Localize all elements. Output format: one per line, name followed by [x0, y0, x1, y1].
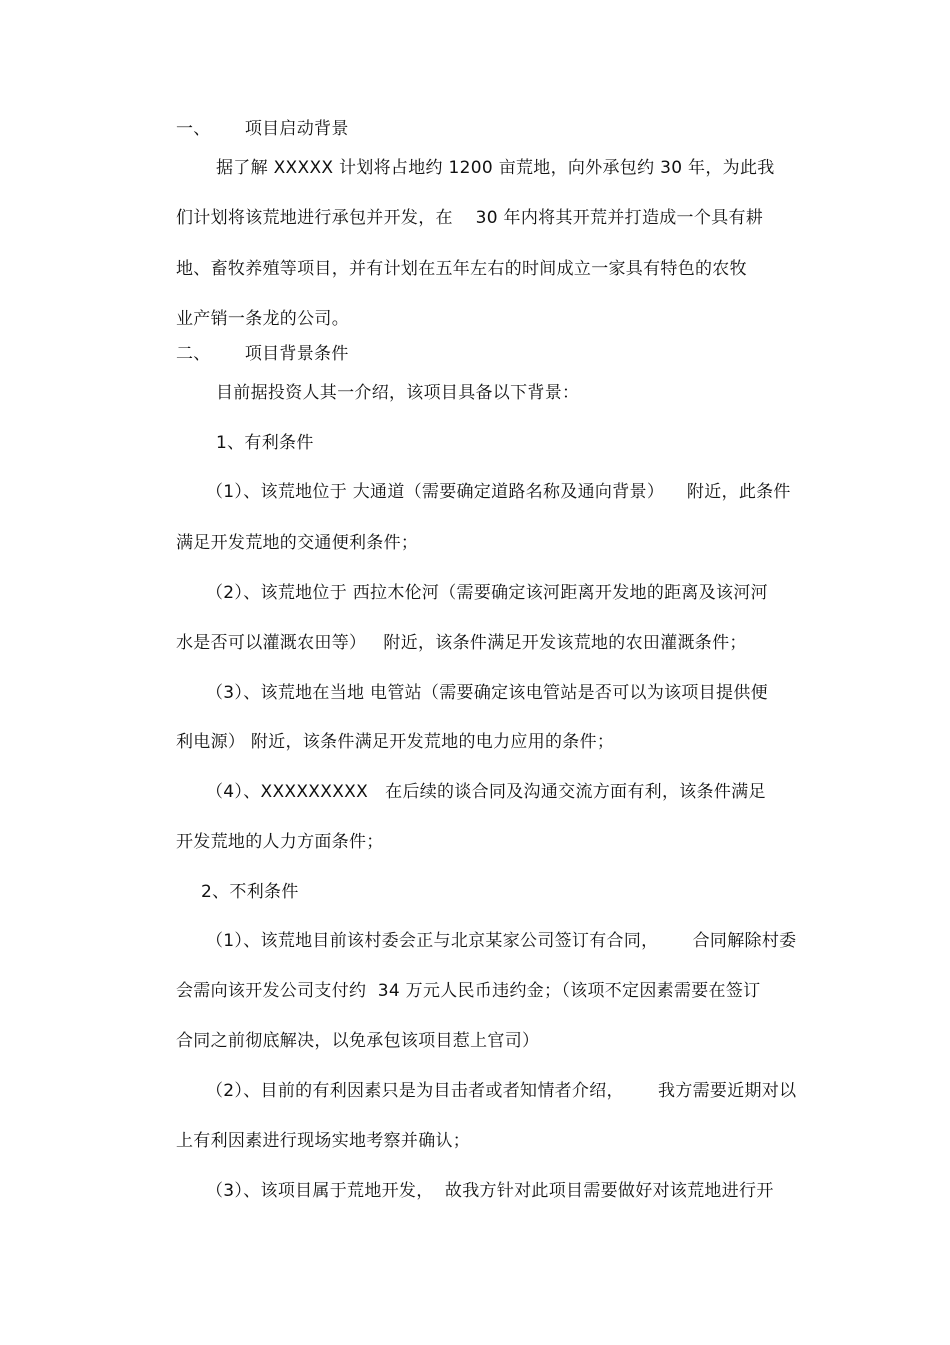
paragraph-line: 目前据投资人其一介绍，该项目具备以下背景： — [216, 383, 580, 403]
section-heading-2: 二、 项目背景条件 — [176, 344, 349, 364]
paragraph-line: （1）、该荒地目前该村委会正与北京某家公司签订有合同， 合同解除村委 — [206, 931, 797, 951]
paragraph-line: 开发荒地的人力方面条件； — [176, 832, 384, 852]
paragraph-line: 满足开发荒地的交通便利条件； — [176, 533, 419, 553]
paragraph-line: 合同之前彻底解决，以免承包该项目惹上官司） — [176, 1031, 540, 1051]
subsection-heading-unfavorable: 2、不利条件 — [201, 882, 299, 902]
paragraph-line: 们计划将该荒地进行承包并开发，在 30 年内将其开荒并打造成一个具有耕 — [176, 208, 764, 228]
paragraph-line: （3）、该项目属于荒地开发， 故我方针对此项目需要做好对该荒地进行开 — [206, 1181, 774, 1201]
paragraph-line: 地、畜牧养殖等项目，并有计划在五年左右的时间成立一家具有特色的农牧 — [176, 259, 747, 279]
paragraph-line: 会需向该开发公司支付约 34 万元人民币违约金；（该项不定因素需要在签订 — [176, 981, 761, 1001]
paragraph-line: （1）、该荒地位于 大通道（需要确定道路名称及通向背景） 附近，此条件 — [206, 482, 791, 502]
paragraph-line: 利电源） 附近，该条件满足开发荒地的电力应用的条件； — [176, 732, 615, 752]
paragraph-line: （3）、该荒地在当地 电管站（需要确定该电管站是否可以为该项目提供便 — [206, 683, 768, 703]
paragraph-line: 据了解 XXXXX 计划将占地约 1200 亩荒地，向外承包约 30 年，为此我 — [216, 158, 775, 178]
paragraph-line: （4）、XXXXXXXXX 在后续的谈合同及沟通交流方面有利，该条件满足 — [206, 782, 766, 802]
subsection-heading-favorable: 1、有利条件 — [216, 433, 314, 453]
paragraph-line: （2）、目前的有利因素只是为目击者或者知情者介绍， 我方需要近期对以 — [206, 1081, 797, 1101]
section-heading-1: 一、 项目启动背景 — [176, 119, 349, 139]
paragraph-line: 上有利因素进行现场实地考察并确认； — [176, 1131, 471, 1151]
paragraph-line: 水是否可以灌溉农田等） 附近，该条件满足开发该荒地的农田灌溉条件； — [176, 633, 747, 653]
paragraph-line: （2）、该荒地位于 西拉木伦河（需要确定该河距离开发地的距离及该河河 — [206, 583, 768, 603]
paragraph-line: 业产销一条龙的公司。 — [176, 309, 349, 329]
